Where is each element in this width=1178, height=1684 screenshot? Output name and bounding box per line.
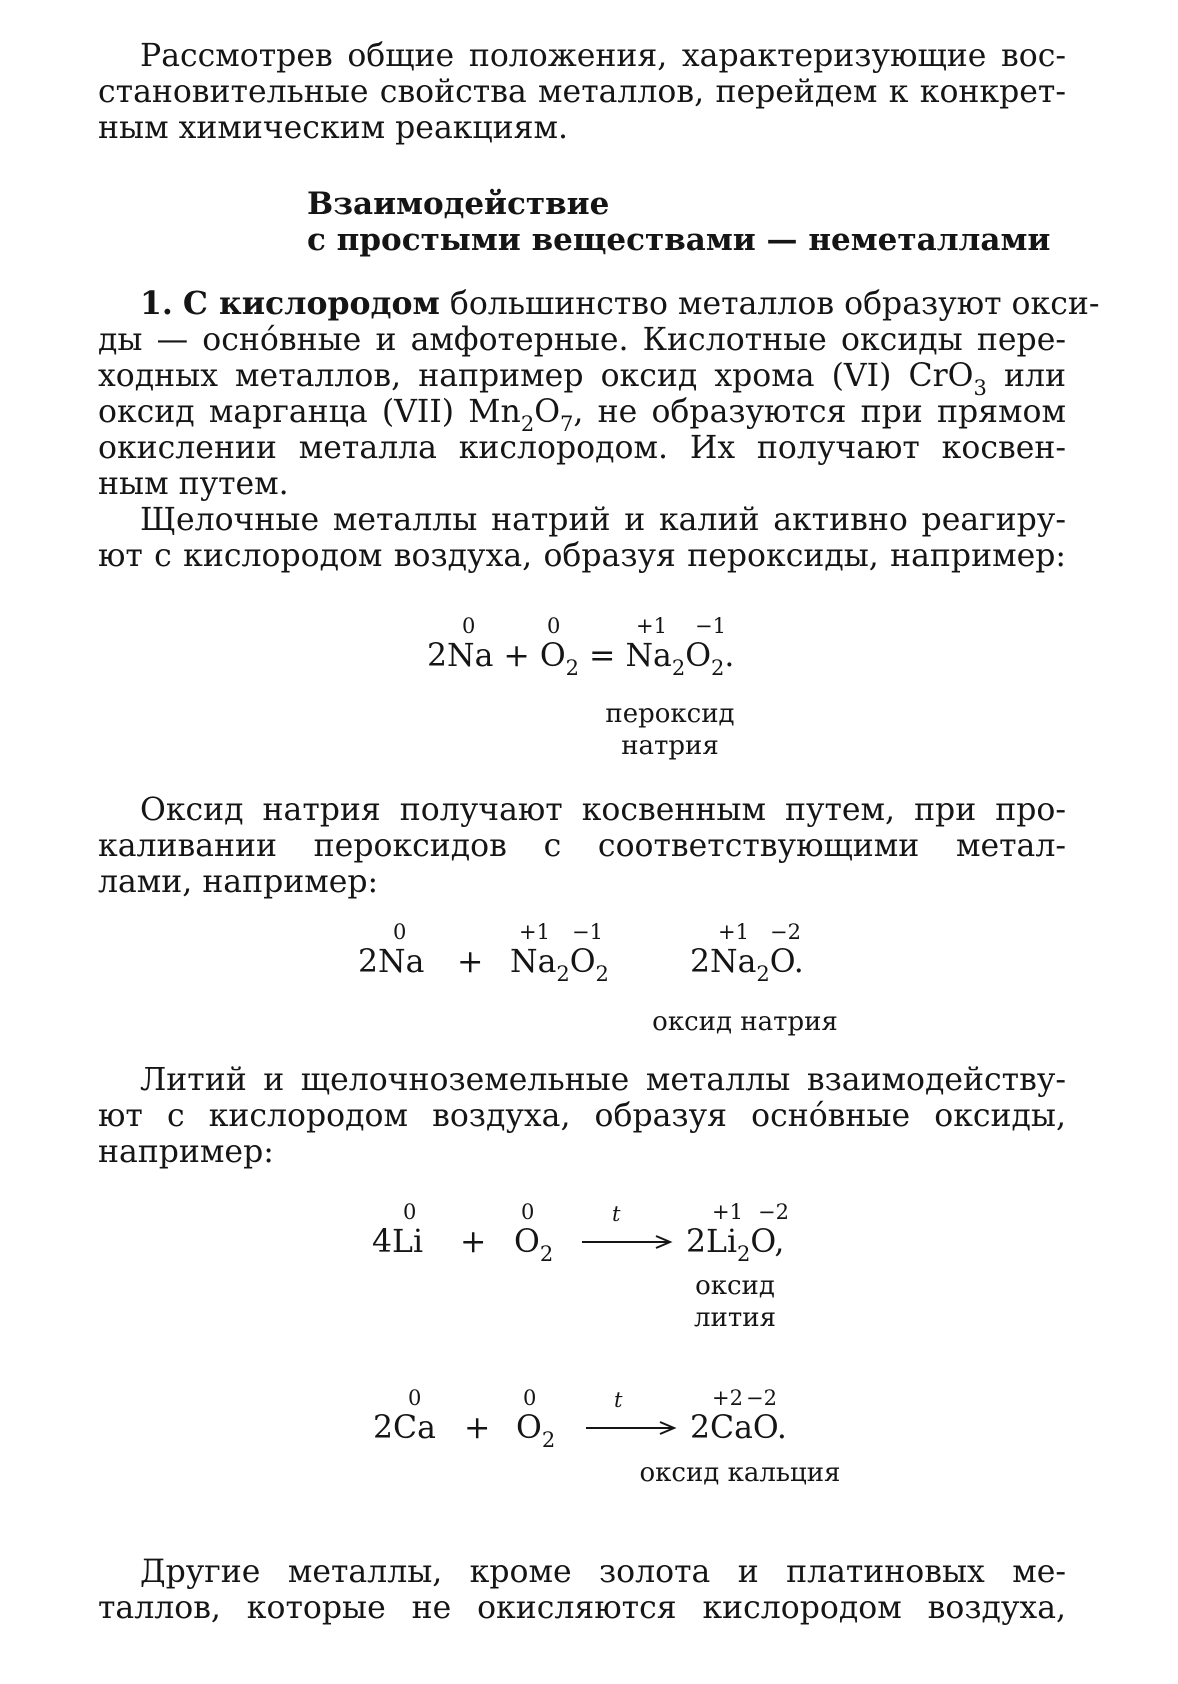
- eq3-li: Li: [392, 1224, 424, 1260]
- eq3-plus: +: [460, 1224, 487, 1260]
- eq1-prod-sub-1: 2: [671, 656, 686, 680]
- eq2-product: [690, 942, 804, 985]
- eq1-prod-sub-2: 2: [711, 656, 725, 680]
- p2-line-1: Щелочные металлы натрий и калий активно реагиру-: [140, 502, 1066, 538]
- eq3-o-sub: 2: [539, 1242, 554, 1266]
- p5-line-1: Другие металлы, кроме золота и платиновых ме-: [140, 1554, 1066, 1590]
- eq2-plus: +: [457, 944, 484, 980]
- eq1-coef: 2: [427, 638, 448, 674]
- eq4-reactant-1: 2Ca: [373, 1410, 436, 1446]
- eq3-p-o: O,: [750, 1224, 785, 1260]
- eq3-ox-li: 0: [403, 1200, 417, 1224]
- p1-line-6: ным путем.: [98, 466, 289, 502]
- eq1-plus: +: [503, 638, 530, 674]
- eq2-ox-p1: +1: [718, 920, 749, 944]
- p1-line-2: ды — осно́вные и амфотерные. Кислотные оксиды пере-: [98, 322, 1066, 358]
- eq2-r2-na: Na: [510, 944, 557, 980]
- eq3-p-li: Li: [706, 1224, 738, 1260]
- eq1-ox-prod-2: −1: [695, 614, 726, 638]
- eq2-reactant-2: [510, 942, 609, 985]
- eq2-caption: оксид натрия: [652, 1007, 838, 1037]
- eq4-o: O: [516, 1410, 542, 1446]
- eq3-reactant-1: [372, 1222, 423, 1262]
- eq4-reaction-arrow: [584, 1420, 678, 1436]
- p1-line-4-text: оксид марганца (VII) Mn: [98, 394, 521, 430]
- mn2o7-subscript-2: 7: [560, 412, 574, 436]
- p1-line-1-rest: большинство металлов образуют окси-: [449, 286, 1100, 322]
- mn2o7-o: O: [534, 394, 561, 430]
- p3-line-1: Оксид натрия получают косвенным путем, при про-: [140, 792, 1066, 828]
- eq1-caption-1: пероксид: [605, 699, 735, 729]
- cro3-subscript: 3: [973, 376, 987, 400]
- p1-line-4-end: , не образуются при прямом: [573, 394, 1066, 430]
- eq4-plus: +: [464, 1410, 491, 1446]
- eq1-na: Na: [447, 638, 494, 674]
- eq1-prod-o: O: [685, 638, 712, 674]
- p2-line-2: ют с кислородом воздуха, образуя пероксиды, например:: [98, 538, 1066, 574]
- p1-line-1: [140, 284, 1100, 324]
- eq1-o: O: [539, 638, 566, 674]
- eq3-caption-1: оксид: [695, 1271, 775, 1301]
- eq3-caption-2: лития: [694, 1303, 776, 1333]
- eq3-p-coef: 2: [686, 1224, 707, 1260]
- eq2-r2-o: O: [569, 944, 596, 980]
- p1-line-3-end: или: [1004, 358, 1067, 394]
- eq3-p-sub: 2: [737, 1242, 751, 1266]
- mn2o7-subscript-1: 2: [520, 412, 535, 436]
- intro-line-3: ным химическим реакциям.: [98, 110, 569, 146]
- eq4-ox-o2: 0: [523, 1386, 537, 1410]
- eq2-r2-sub-2: 2: [595, 962, 609, 986]
- eq1-caption-2: натрия: [621, 731, 719, 761]
- eq1-ox-na: 0: [462, 614, 476, 638]
- intro-line-2: становительные свойства металлов, перейдем к конкрет-: [98, 74, 1066, 110]
- eq3-ox-o2: 0: [521, 1200, 535, 1224]
- p3-line-2: каливании пероксидов с соответствующими метал-: [98, 828, 1066, 864]
- p1-line-3-text: ходных металлов, например оксид хрома (VI) CrO: [98, 358, 974, 394]
- eq3-reaction-arrow: [580, 1234, 674, 1250]
- eq3-ox-p1: +1: [712, 1200, 743, 1224]
- eq3-o: O: [514, 1224, 540, 1260]
- eq2-ox-r2: −1: [572, 920, 603, 944]
- eq1-ox-o2: 0: [547, 614, 561, 638]
- eq2-ox-r1: +1: [519, 920, 550, 944]
- eq3-reactant-2: [514, 1222, 553, 1265]
- eq4-ox-ca: 0: [408, 1386, 422, 1410]
- eq2-ox-p2: −2: [770, 920, 801, 944]
- eq1-end: .: [724, 638, 735, 674]
- eq2-p-o: O.: [769, 944, 804, 980]
- intro-line-1: Рассмотрев общие положения, характеризующие вос-: [140, 38, 1066, 74]
- p4-line-3: например:: [98, 1134, 274, 1170]
- eq4-caption: оксид кальция: [639, 1458, 841, 1488]
- eq2-reactant-1: 2Na: [358, 944, 425, 980]
- eq3-product: [686, 1222, 784, 1265]
- eq1-formula: [427, 636, 734, 679]
- eq3-heat-mark: t: [612, 1202, 621, 1226]
- eq2-p-coef: 2: [690, 944, 711, 980]
- p1-line-5: окислении металла кислородом. Их получают косвен-: [98, 430, 1066, 466]
- p5-line-2: таллов, которые не окисляются кислородом воздуха,: [98, 1590, 1066, 1626]
- eq4-o-sub: 2: [541, 1428, 556, 1452]
- eq2-p-na: Na: [710, 944, 757, 980]
- eq1-equals: =: [589, 638, 616, 674]
- p3-line-3: лами, например:: [98, 864, 379, 900]
- eq4-reactant-2: [516, 1408, 555, 1451]
- eq1-ox-prod-1: +1: [636, 614, 667, 638]
- eq2-ox-na: 0: [393, 920, 407, 944]
- eq4-heat-mark: t: [614, 1388, 623, 1412]
- section-heading-line-1: Взаимодействие: [307, 186, 610, 222]
- eq2-p-sub: 2: [756, 962, 770, 986]
- p1-lead-bold: С кислородом: [182, 285, 440, 322]
- eq3-coef: 4: [372, 1224, 393, 1260]
- eq2-r2-sub-1: 2: [556, 962, 570, 986]
- section-heading-line-2: с простыми веществами — неметаллами: [307, 222, 1051, 258]
- eq4-ox-p2: −2: [746, 1386, 777, 1410]
- p4-line-1: Литий и щелочноземельные металлы взаимодейству-: [140, 1062, 1066, 1098]
- eq3-ox-p2: −2: [758, 1200, 789, 1224]
- eq1-o-sub: 2: [565, 656, 580, 680]
- eq4-product: 2CaO.: [690, 1410, 787, 1446]
- eq4-ox-p1: +2: [712, 1386, 743, 1410]
- p4-line-2: ют с кислородом воздуха, образуя осно́вные оксиды,: [98, 1098, 1066, 1134]
- p1-lead-number: 1.: [140, 285, 173, 322]
- eq1-prod-na: Na: [625, 638, 672, 674]
